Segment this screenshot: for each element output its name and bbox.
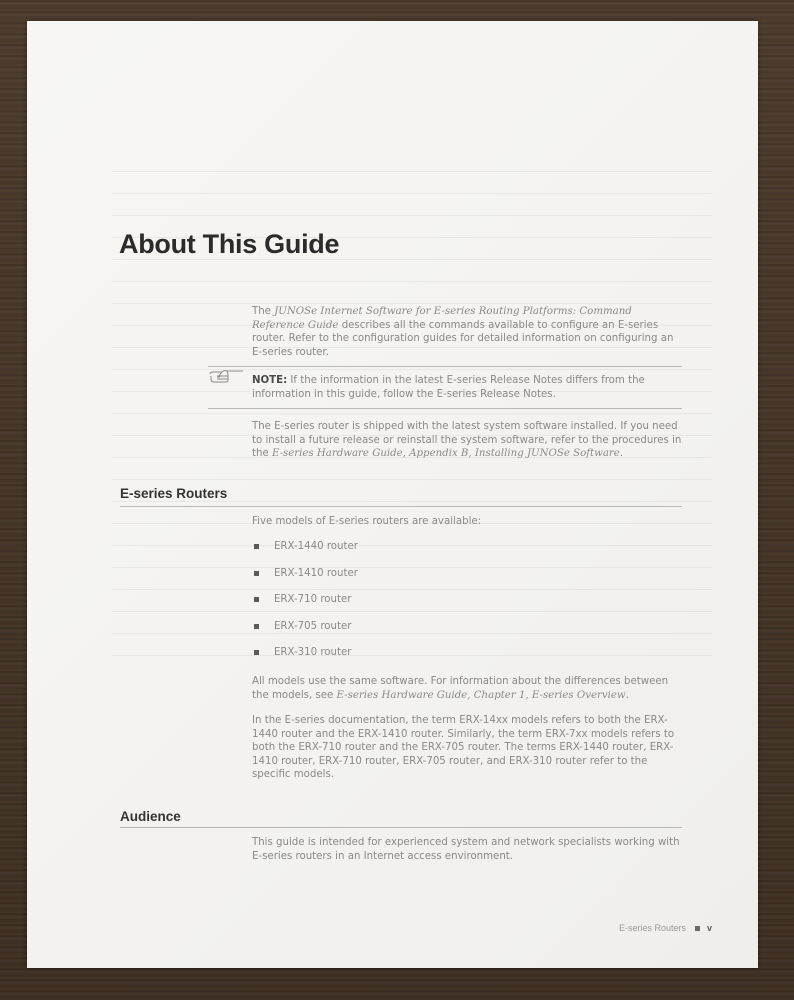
bullet-square-icon xyxy=(254,624,259,629)
page-number: v xyxy=(707,923,713,933)
same-software-paragraph: All models use the same software. For information about the differences between the models, see E-series Hardware Guide, Chapter 1, E-series Overview. xyxy=(252,676,669,701)
section-heading-audience: Audience xyxy=(120,809,181,824)
list-item: ERX-310 router xyxy=(252,646,358,673)
section-rule-routers xyxy=(120,506,682,507)
document-page xyxy=(27,21,758,968)
list-item: ERX-1410 router xyxy=(252,567,358,594)
footer-section-name: E-series Routers xyxy=(619,923,687,933)
install-paragraph: The E-series router is shipped with the latest system software installed. If you need to install a future release or reinstall the system software, refer to the procedures in the E-series Hardware Guide, Appendix B, Installing JUNOSe Software. xyxy=(252,421,682,460)
pointing-hand-icon xyxy=(208,368,246,388)
bullet-square-icon xyxy=(254,571,259,576)
note-top-rule xyxy=(208,366,682,367)
intro-paragraph: The JUNOSe Internet Software for E-series Routing Platforms: Command Reference Guide describes all the commands available to configure an E-series router. Refer to the configuration guides for detailed information on configuring an E-series router. xyxy=(252,306,674,358)
audience-paragraph: This guide is intended for experienced system and network specialists working with E-series routers in an Internet access environment. xyxy=(252,837,680,862)
page-title: About This Guide xyxy=(119,229,340,259)
note-bottom-rule xyxy=(208,408,682,409)
hardware-guide-reference: E-series Hardware Guide, Appendix B, Installing JUNOSe Software xyxy=(271,448,620,460)
section-rule-audience xyxy=(120,827,682,828)
guide-title-italic: JUNOSe Internet Software for E-series Routing Platforms: Command Reference Guide xyxy=(252,306,632,331)
note-label: NOTE: xyxy=(252,375,288,386)
terms-paragraph: In the E-series documentation, the term ERX-14xx models refers to both the ERX-1440 router and the ERX-1410 router. Similarly, the term ERX-7xx models refers to both the ERX-710 router and the ERX-705 router. The terms ERX-1440 router, ERX-1410 router, ERX-710 router, ERX-705 router, and ERX-310 router refer to the specific models. xyxy=(252,715,675,781)
bullet-square-icon xyxy=(254,650,259,655)
list-item: ERX-710 router xyxy=(252,593,358,620)
page-footer xyxy=(619,923,712,933)
routers-lead: Five models of E-series routers are available: xyxy=(252,516,482,527)
note-paragraph: NOTE: If the information in the latest E-series Release Notes differs from the information in this guide, follow the E-series Release Notes. xyxy=(252,375,645,400)
bullet-square-icon xyxy=(254,597,259,602)
router-models-list xyxy=(252,540,358,673)
footer-separator-icon xyxy=(695,926,700,931)
overview-reference: E-series Hardware Guide, Chapter 1, E-series Overview xyxy=(336,689,626,701)
list-item: ERX-705 router xyxy=(252,620,358,647)
bullet-square-icon xyxy=(254,544,259,549)
section-heading-e-series-routers: E-series Routers xyxy=(120,486,228,501)
list-item: ERX-1440 router xyxy=(252,540,358,567)
